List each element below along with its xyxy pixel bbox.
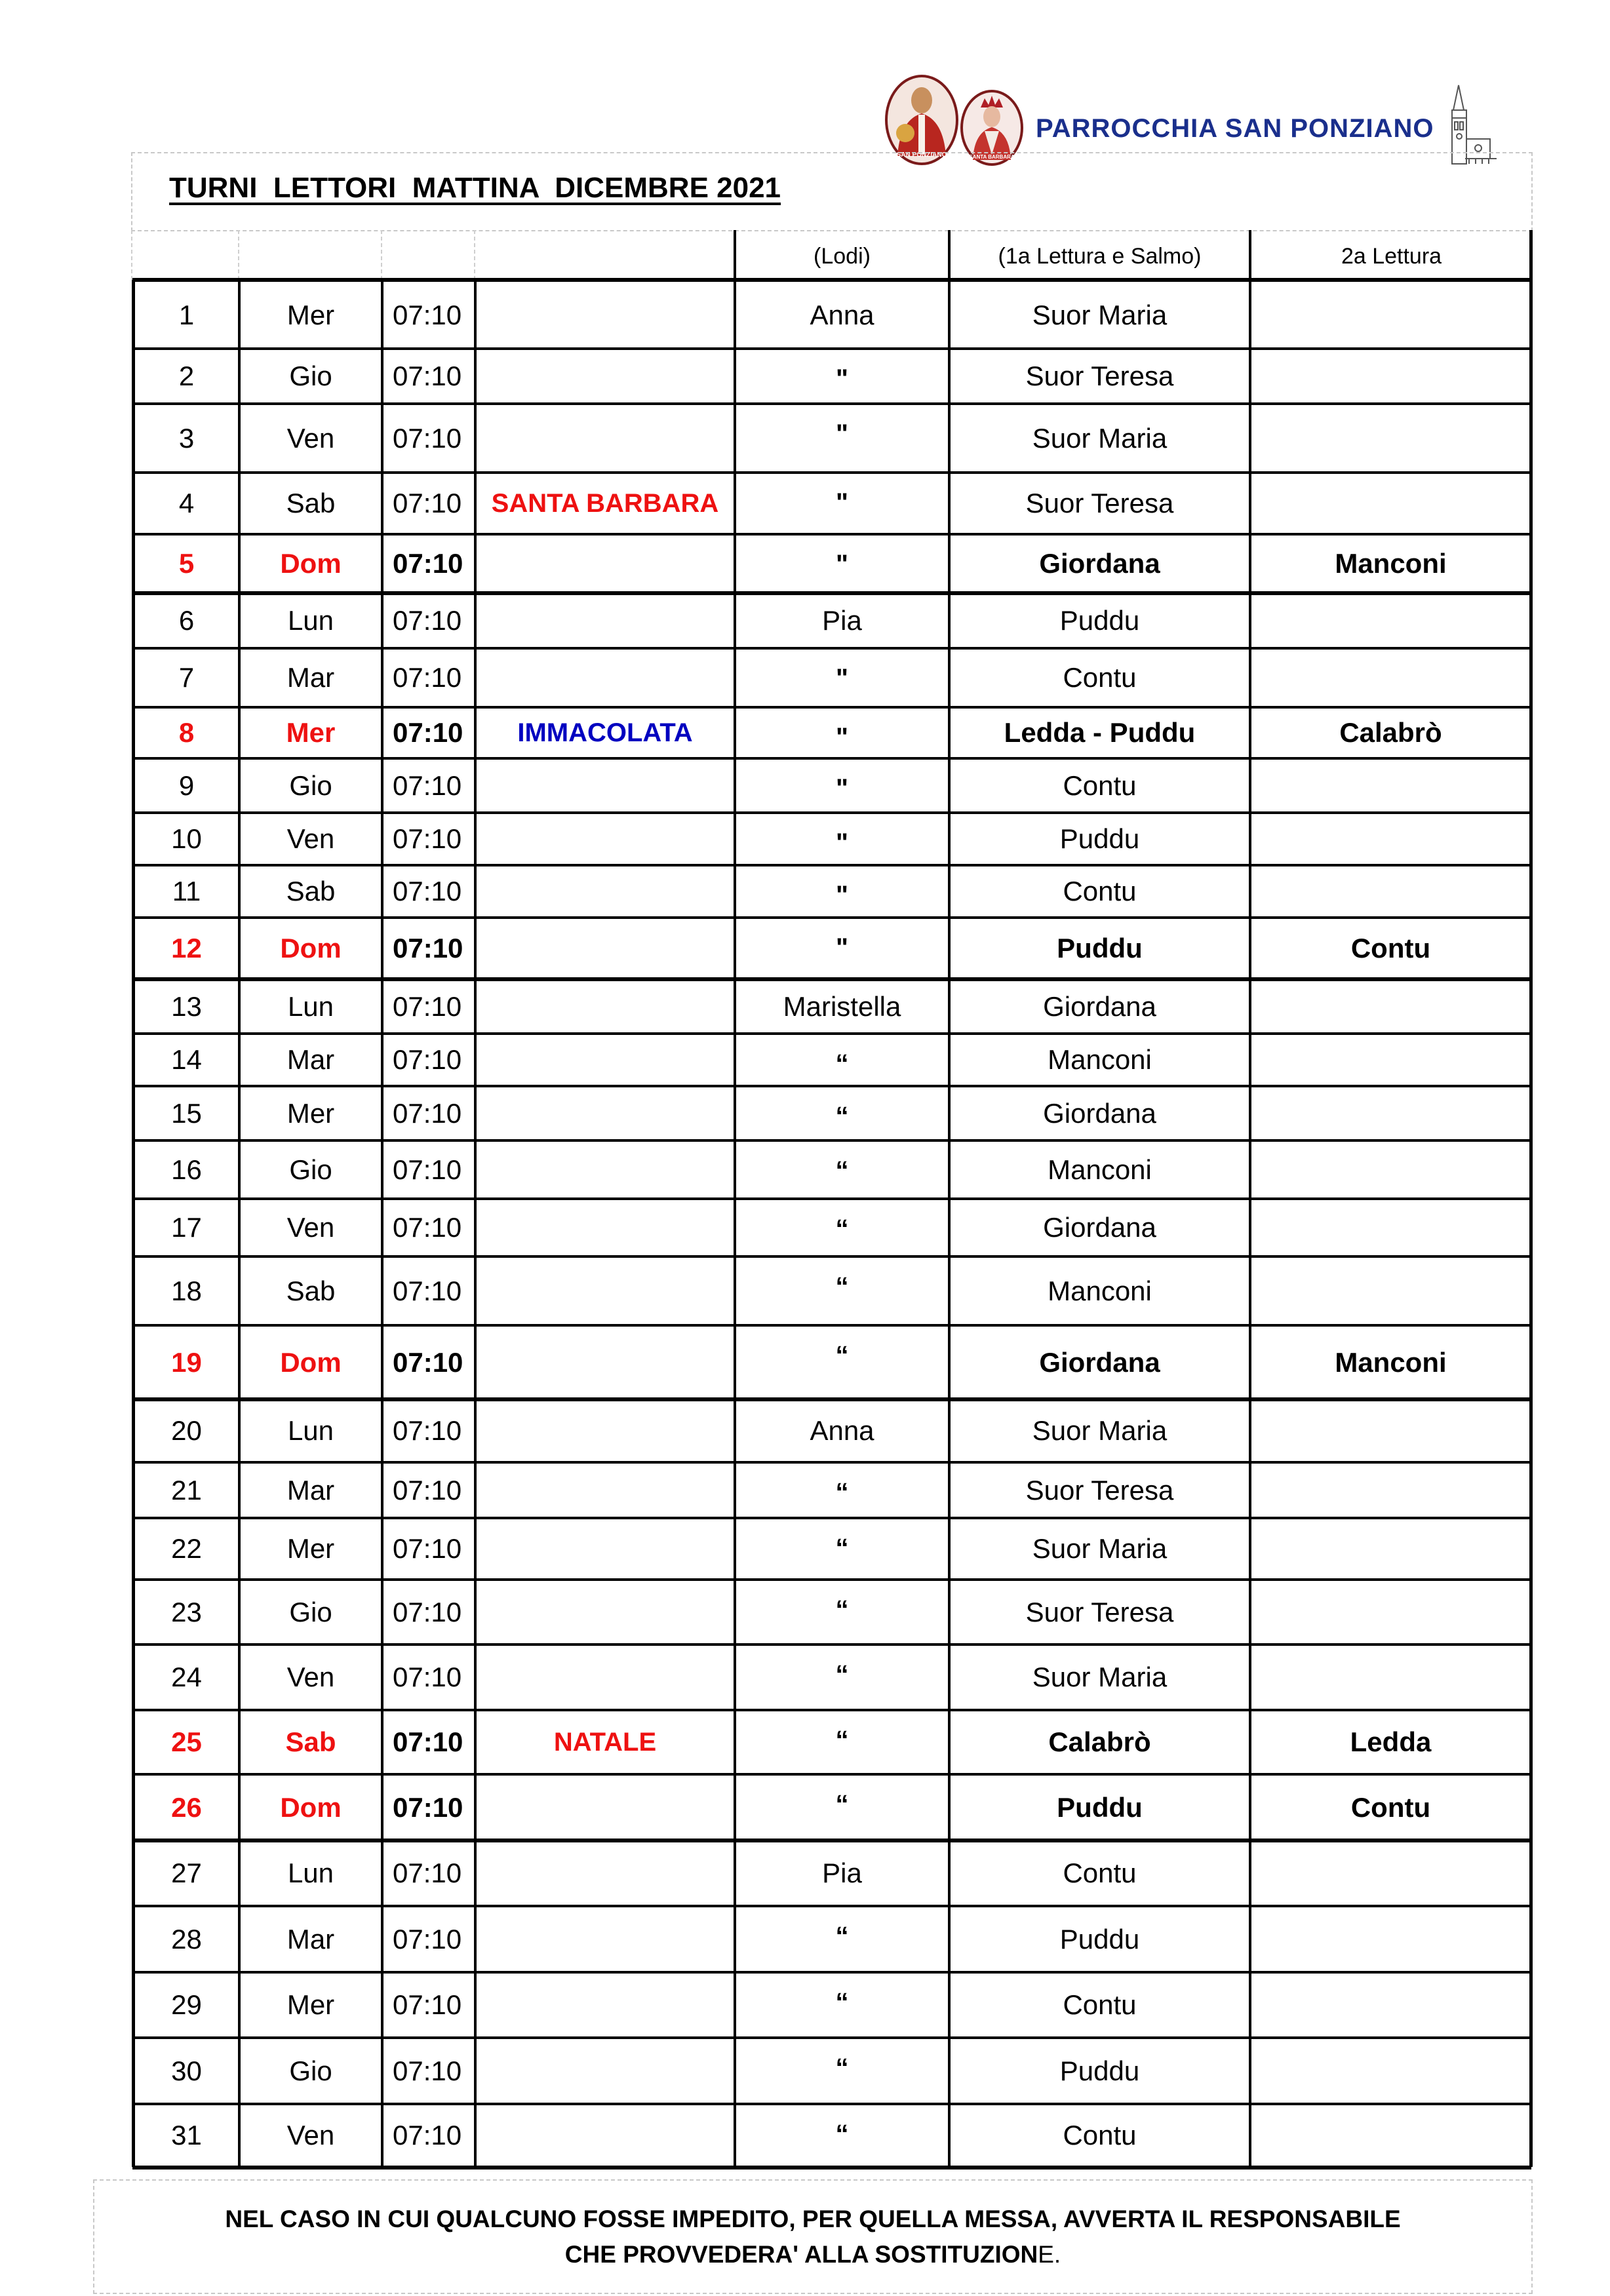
cell-first-reading: Contu <box>1063 769 1137 801</box>
cell-second-reading <box>1251 1401 1530 1461</box>
parish-name: PARROCCHIA SAN PONZIANO <box>1036 114 1434 143</box>
cell-lodi: “ <box>835 1215 849 1243</box>
cell-time: 07:10 <box>393 548 463 579</box>
cell-time: 07:10 <box>393 1533 462 1564</box>
cell-day: 21 <box>171 1474 202 1506</box>
cell-first-reading: Suor Maria <box>1032 299 1168 330</box>
cell-weekday: Lun <box>287 1415 334 1446</box>
column-header-second-reading: 2a Lettura <box>1341 243 1442 269</box>
cell-day: 9 <box>178 769 195 801</box>
cell-feast <box>477 535 734 592</box>
cell-day: 30 <box>171 2055 202 2086</box>
cell-weekday: Mar <box>286 662 335 693</box>
cell-time: 07:10 <box>393 1726 463 1757</box>
cell-weekday: Dom <box>280 933 342 963</box>
cell-weekday: Ven <box>286 2120 335 2150</box>
cell-first-reading: Giordana <box>1039 548 1160 579</box>
cell-time: 07:10 <box>393 1275 462 1306</box>
cell-first-reading: Suor Teresa <box>1025 360 1174 391</box>
cell-first-reading: Puddu <box>1059 823 1140 854</box>
cell-weekday: Mer <box>286 1097 335 1129</box>
header-divider <box>131 230 132 280</box>
cell-day: 12 <box>171 933 202 963</box>
cell-feast <box>477 594 734 647</box>
cell-lodi: " <box>836 550 848 579</box>
cell-first-reading: Suor Teresa <box>1025 1596 1174 1627</box>
cell-feast <box>477 1200 734 1255</box>
column-header-day <box>134 233 238 280</box>
column-header-lodi: (Lodi) <box>814 243 871 269</box>
cell-lodi: " <box>836 364 848 393</box>
cell-feast <box>477 1581 734 1643</box>
cell-first-reading: Suor Maria <box>1032 1662 1168 1692</box>
cell-lodi: “ <box>835 1726 849 1755</box>
cell-lodi: “ <box>835 2120 849 2149</box>
cell-second-reading: Contu <box>1350 1791 1431 1823</box>
header-divider <box>238 230 239 280</box>
cell-feast <box>477 1035 734 1085</box>
cell-second-reading <box>1251 1464 1530 1517</box>
cell-feast <box>477 1974 734 2036</box>
cell-time: 07:10 <box>393 823 462 854</box>
cell-feast <box>477 1842 734 1905</box>
cell-day: 7 <box>178 662 195 693</box>
cell-first-reading: Puddu <box>1059 605 1140 636</box>
cell-lodi: “ <box>835 1595 849 1624</box>
cell-lodi: “ <box>835 1102 849 1131</box>
cell-second-reading <box>1251 2105 1530 2166</box>
cell-lodi: “ <box>835 1049 849 1078</box>
column-header-first-reading: (1a Lettura e Salmo) <box>998 243 1202 269</box>
cell-lodi: " <box>836 933 848 962</box>
cell-second-reading <box>1251 981 1530 1032</box>
cell-time: 07:10 <box>393 1044 462 1075</box>
cell-feast <box>477 1087 734 1139</box>
cell-weekday: Lun <box>287 605 334 636</box>
cell-first-reading: Contu <box>1063 1858 1137 1888</box>
cell-lodi: “ <box>835 1988 849 2017</box>
cell-lodi: Pia <box>822 605 862 636</box>
cell-first-reading: Puddu <box>1059 1923 1140 1955</box>
cell-time: 07:10 <box>393 422 462 454</box>
cell-time: 07:10 <box>393 717 463 748</box>
cell-time: 07:10 <box>393 1596 462 1627</box>
cell-lodi: “ <box>835 1534 849 1563</box>
cell-lodi: " <box>836 774 848 803</box>
cell-second-reading <box>1251 866 1530 916</box>
cell-second-reading <box>1251 350 1530 402</box>
cell-day: 14 <box>171 1044 202 1075</box>
cell-time: 07:10 <box>393 1858 462 1888</box>
cell-second-reading <box>1251 474 1530 533</box>
cell-first-reading: Suor Maria <box>1032 1415 1168 1446</box>
cell-second-reading: Calabrò <box>1339 717 1442 748</box>
cell-time: 07:10 <box>393 1662 462 1692</box>
cell-day: 24 <box>171 1662 202 1692</box>
cell-day: 25 <box>171 1726 202 1757</box>
cell-time: 07:10 <box>393 662 462 693</box>
cell-day: 17 <box>171 1212 202 1243</box>
cell-day: 31 <box>171 2120 202 2150</box>
header-divider <box>474 230 475 280</box>
cell-day: 18 <box>171 1275 202 1306</box>
footer-line-2-tail: E. <box>1038 2241 1061 2268</box>
cell-weekday: Gio <box>289 2055 332 2086</box>
cell-day: 26 <box>171 1791 202 1823</box>
cell-time: 07:10 <box>393 1791 463 1823</box>
cell-feast <box>477 350 734 402</box>
cell-feast <box>477 1907 734 1971</box>
cell-feast: NATALE <box>553 1727 657 1757</box>
cell-feast <box>477 2039 734 2103</box>
cell-lodi: " <box>836 419 848 448</box>
cell-time: 07:10 <box>393 1097 462 1129</box>
cell-time: 07:10 <box>393 933 463 963</box>
footer-line-1: NEL CASO IN CUI QUALCUNO FOSSE IMPEDITO, PER QUELLA MESSA, AVVERTA IL RESPONSABILE <box>225 2206 1401 2232</box>
cell-weekday: Ven <box>286 422 335 454</box>
cell-second-reading <box>1251 650 1530 706</box>
cell-feast <box>477 866 734 916</box>
cell-first-reading: Manconi <box>1048 1275 1152 1306</box>
cell-time: 07:10 <box>393 1346 463 1378</box>
cell-day: 2 <box>178 360 195 391</box>
page-title: TURNI LETTORI MATTINA DICEMBRE 2021 <box>169 172 781 204</box>
cell-day: 29 <box>171 1989 202 2020</box>
cell-second-reading <box>1251 1646 1530 1709</box>
cell-feast: IMMACOLATA <box>517 718 693 747</box>
cell-first-reading: Manconi <box>1048 1154 1152 1185</box>
cell-weekday: Gio <box>289 1154 332 1185</box>
cell-weekday: Mer <box>286 717 336 748</box>
cell-second-reading <box>1251 760 1530 811</box>
cell-weekday: Mer <box>286 1533 335 1564</box>
cell-feast <box>477 1258 734 1324</box>
cell-lodi: “ <box>835 1341 849 1370</box>
cell-weekday: Mar <box>286 1474 335 1506</box>
cell-first-reading: Suor Teresa <box>1025 1474 1174 1506</box>
cell-time: 07:10 <box>393 488 462 518</box>
medallion-label-san-ponziano: SAN PONZIANO <box>896 151 947 159</box>
cell-feast <box>477 1464 734 1517</box>
cell-weekday: Mar <box>286 1923 335 1955</box>
cell-day: 15 <box>171 1097 202 1129</box>
cell-feast <box>477 405 734 471</box>
cell-feast <box>477 814 734 864</box>
column-header-time <box>383 233 474 280</box>
cell-time: 07:10 <box>393 1212 462 1243</box>
cell-day: 19 <box>171 1346 202 1378</box>
cell-lodi: " <box>836 828 848 857</box>
cell-time: 07:10 <box>393 360 462 391</box>
cell-feast <box>477 760 734 811</box>
cell-feast <box>477 981 734 1032</box>
cell-day: 28 <box>171 1923 202 1955</box>
cell-first-reading: Puddu <box>1059 2055 1140 2086</box>
cell-time: 07:10 <box>393 1474 462 1506</box>
cell-time: 07:10 <box>393 1989 462 2020</box>
cell-lodi: " <box>836 488 848 517</box>
cell-feast <box>477 1142 734 1197</box>
cell-second-reading <box>1251 814 1530 864</box>
cell-day: 10 <box>171 823 202 854</box>
cell-lodi: " <box>836 723 848 752</box>
cell-day: 4 <box>178 488 195 518</box>
cell-lodi: " <box>836 881 848 910</box>
cell-day: 16 <box>171 1154 202 1185</box>
cell-weekday: Ven <box>286 1212 335 1243</box>
cell-time: 07:10 <box>393 1154 462 1185</box>
cell-weekday: Ven <box>286 823 335 854</box>
cell-time: 07:10 <box>393 2055 462 2086</box>
cell-feast <box>477 1646 734 1709</box>
cell-time: 07:10 <box>393 876 462 906</box>
cell-feast <box>477 1519 734 1578</box>
cell-lodi: “ <box>835 1156 849 1185</box>
table-top-border <box>132 278 1531 282</box>
cell-feast <box>477 1327 734 1398</box>
cell-lodi: “ <box>835 1272 849 1301</box>
cell-first-reading: Manconi <box>1048 1044 1152 1075</box>
cell-second-reading <box>1251 1258 1530 1324</box>
cell-second-reading <box>1251 1035 1530 1085</box>
cell-first-reading: Puddu <box>1057 1791 1143 1823</box>
cell-time: 07:10 <box>393 769 462 801</box>
cell-second-reading <box>1251 1974 1530 2036</box>
cell-day: 8 <box>178 717 195 748</box>
cell-second-reading <box>1251 1907 1530 1971</box>
cell-second-reading: Contu <box>1350 933 1431 963</box>
cell-weekday: Dom <box>280 548 342 579</box>
cell-day: 11 <box>172 876 201 906</box>
cell-weekday: Mar <box>286 1044 335 1075</box>
cell-first-reading: Giordana <box>1043 990 1156 1022</box>
cell-lodi: “ <box>835 1660 849 1689</box>
cell-weekday: Gio <box>289 1596 332 1627</box>
cell-weekday: Sab <box>285 1726 336 1757</box>
cell-second-reading: Ledda <box>1350 1726 1432 1757</box>
cell-weekday: Gio <box>289 360 332 391</box>
cell-feast <box>477 2105 734 2166</box>
cell-second-reading <box>1251 282 1530 347</box>
cell-second-reading: Manconi <box>1335 548 1447 579</box>
cell-feast: SANTA BARBARA <box>491 488 719 518</box>
cell-day: 22 <box>171 1533 202 1564</box>
cell-first-reading: Contu <box>1063 876 1137 906</box>
cell-second-reading <box>1251 1200 1530 1255</box>
cell-first-reading: Giordana <box>1039 1346 1160 1378</box>
cell-feast <box>477 919 734 978</box>
footer-notice <box>93 2179 1533 2294</box>
cell-time: 07:10 <box>393 2120 462 2150</box>
cell-first-reading: Contu <box>1063 662 1137 693</box>
cell-lodi: Maristella <box>783 990 901 1022</box>
cell-second-reading <box>1251 2039 1530 2103</box>
cell-weekday: Ven <box>286 1662 335 1692</box>
cell-lodi: Pia <box>822 1858 862 1888</box>
cell-time: 07:10 <box>393 990 462 1022</box>
footer-line-2-bold: CHE PROVVEDERA' ALLA SOSTITUZION <box>564 2241 1038 2268</box>
cell-weekday: Lun <box>287 1858 334 1888</box>
cell-time: 07:10 <box>393 1415 462 1446</box>
table-row-border <box>132 2166 1531 2170</box>
cell-first-reading: Ledda - Puddu <box>1004 717 1196 748</box>
cell-first-reading: Puddu <box>1057 933 1143 963</box>
cell-lodi: " <box>836 664 848 693</box>
cell-feast <box>477 1776 734 1839</box>
cell-feast <box>477 650 734 706</box>
column-header-feast <box>477 233 734 280</box>
cell-day: 13 <box>171 990 202 1022</box>
cell-lodi: “ <box>835 1922 849 1951</box>
cell-lodi: “ <box>835 1478 849 1507</box>
cell-first-reading: Suor Teresa <box>1025 488 1174 518</box>
cell-lodi: “ <box>835 1790 849 1819</box>
header-divider <box>381 230 382 280</box>
cell-first-reading: Giordana <box>1043 1097 1156 1129</box>
cell-feast <box>477 1401 734 1461</box>
medallion-label-santa-barbara: SANTA BARBARA <box>969 154 1015 160</box>
column-header-weekday <box>241 233 381 280</box>
cell-weekday: Mer <box>286 299 335 330</box>
cell-first-reading: Giordana <box>1043 1212 1156 1243</box>
cell-weekday: Sab <box>286 876 336 906</box>
cell-second-reading <box>1251 1842 1530 1905</box>
cell-first-reading: Contu <box>1063 1989 1137 2020</box>
cell-first-reading: Contu <box>1063 2120 1137 2150</box>
cell-weekday: Mer <box>286 1989 335 2020</box>
cell-second-reading: Manconi <box>1335 1346 1447 1378</box>
cell-day: 1 <box>178 299 195 330</box>
cell-day: 6 <box>178 605 195 636</box>
cell-weekday: Gio <box>289 769 332 801</box>
cell-second-reading <box>1251 1519 1530 1578</box>
cell-day: 3 <box>178 422 195 454</box>
cell-lodi: “ <box>835 2053 849 2082</box>
cell-second-reading <box>1251 1087 1530 1139</box>
cell-feast <box>477 282 734 347</box>
cell-time: 07:10 <box>393 605 462 636</box>
footer-line-2 <box>94 2237 1531 2272</box>
cell-second-reading <box>1251 594 1530 647</box>
cell-first-reading: Suor Maria <box>1032 422 1168 454</box>
cell-second-reading <box>1251 1581 1530 1643</box>
cell-lodi: Anna <box>810 299 874 330</box>
cell-weekday: Sab <box>286 488 336 518</box>
cell-second-reading <box>1251 405 1530 471</box>
cell-weekday: Lun <box>287 990 334 1022</box>
cell-day: 23 <box>171 1596 202 1627</box>
cell-second-reading <box>1251 1142 1530 1197</box>
cell-day: 5 <box>178 548 195 579</box>
cell-weekday: Dom <box>280 1791 342 1823</box>
cell-weekday: Dom <box>280 1346 342 1378</box>
cell-weekday: Sab <box>286 1275 336 1306</box>
cell-time: 07:10 <box>393 299 462 330</box>
cell-first-reading: Suor Maria <box>1032 1533 1168 1564</box>
cell-first-reading: Calabrò <box>1048 1726 1151 1757</box>
cell-time: 07:10 <box>393 1923 462 1955</box>
cell-day: 27 <box>171 1858 202 1888</box>
cell-lodi: Anna <box>810 1415 874 1446</box>
cell-day: 20 <box>171 1415 202 1446</box>
